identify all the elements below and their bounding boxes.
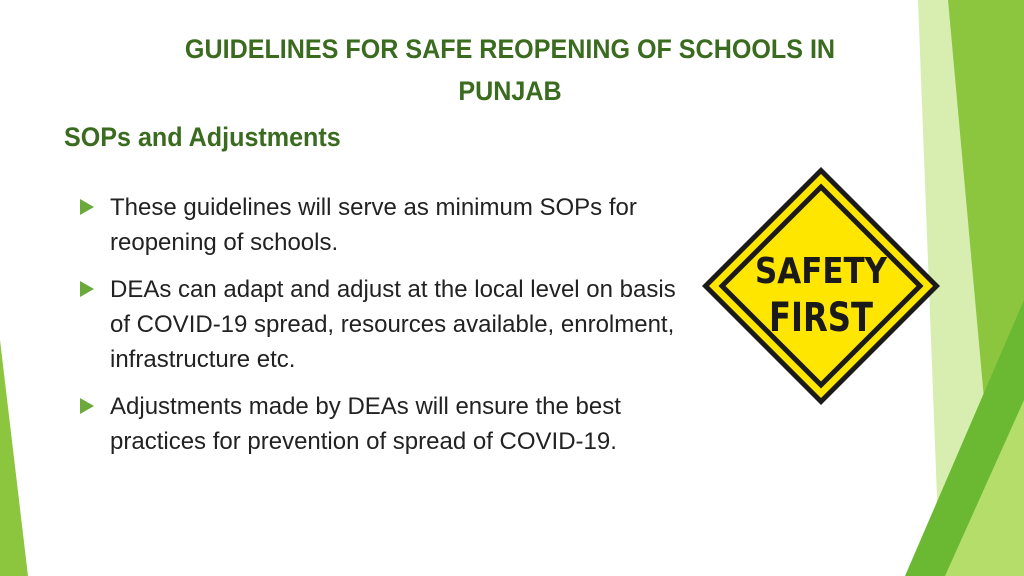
bullet-text: DEAs can adapt and adjust at the local level on basis of COVID-19 spread, resources available, enrolment, infrastructure etc. <box>110 276 676 373</box>
arrow-bullet-icon <box>80 281 94 297</box>
arrow-bullet-icon <box>80 199 94 215</box>
bullet-item <box>80 190 700 260</box>
slide-title: GUIDELINES FOR SAFE REOPENING OF SCHOOLS IN PUNJAB <box>184 34 836 106</box>
arrow-bullet-icon <box>80 398 94 414</box>
slide-subtitle: SOPs and Adjustments <box>64 122 341 152</box>
bullet-item <box>80 272 700 377</box>
sign-line-1: SAFETY <box>755 251 888 292</box>
bullet-text: Adjustments made by DEAs will ensure the best practices for prevention of spread of COVID-19. <box>110 393 621 455</box>
bullet-list <box>80 190 700 471</box>
safety-first-sign-icon <box>700 165 942 407</box>
left-green-wedge <box>0 340 28 576</box>
bullet-text: These guidelines will serve as minimum SOPs for reopening of schools. <box>110 194 637 256</box>
bullet-item <box>80 389 700 459</box>
sign-line-2: FIRST <box>769 295 874 341</box>
